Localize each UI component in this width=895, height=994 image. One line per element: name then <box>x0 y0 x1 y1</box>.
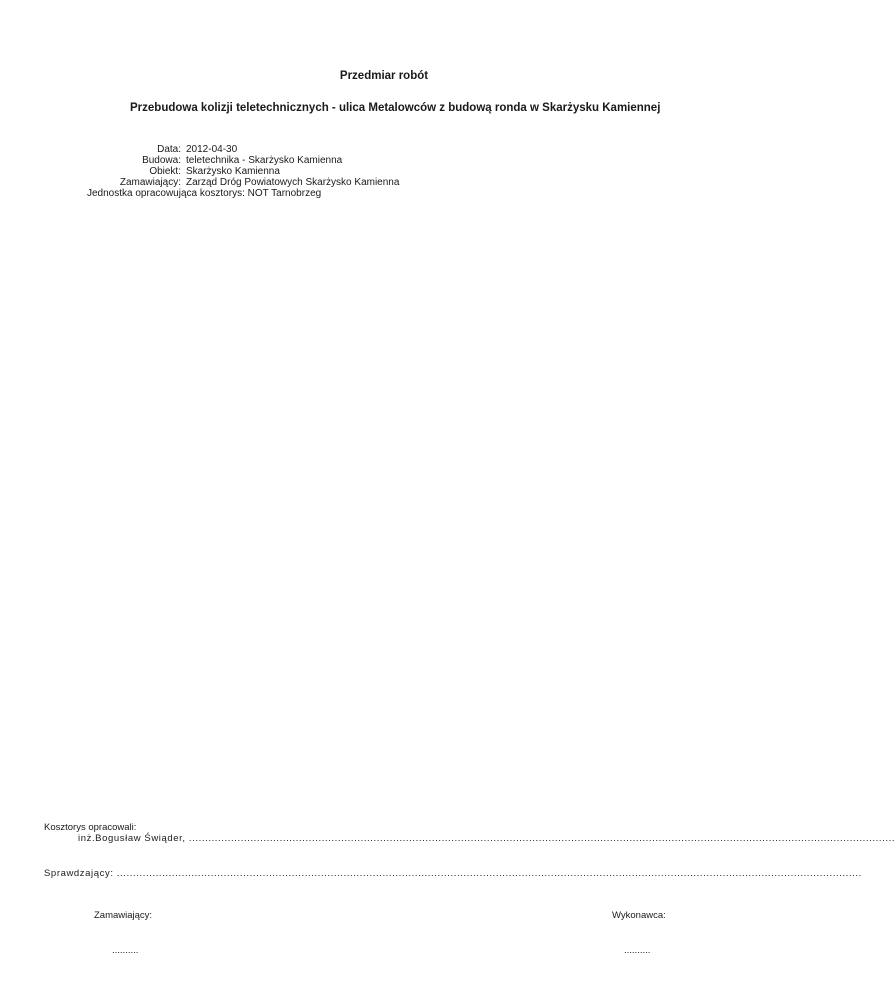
jednostka-text: Jednostka opracowująca kosztorys: NOT Tarnobrzeg <box>87 188 322 199</box>
zamawiajacy-value: Zarząd Dróg Powiatowych Skarżysko Kamienna <box>186 177 400 188</box>
date-value: 2012-04-30 <box>186 144 238 155</box>
obiekt-label: Obiekt: <box>149 166 181 177</box>
meta-row-obiekt <box>0 166 768 177</box>
meta-row-date <box>0 144 768 155</box>
budowa-value: teletechnika - Skarżysko Kamienna <box>186 155 343 166</box>
contractor-signature-dots: .......... <box>624 945 651 956</box>
client-signature-dots: .......... <box>112 945 139 956</box>
contractor-label: Wykonawca: <box>612 910 666 921</box>
document-subtitle: Przebudowa kolizji teletechnicznych - ulica Metalowców z budową ronda w Skarżysku Kamiennej <box>130 102 661 114</box>
obiekt-value: Skarżysko Kamienna <box>186 166 280 177</box>
meta-row-zamawiajacy <box>0 177 768 188</box>
prepared-label: Kosztorys opracowali: <box>44 822 137 833</box>
zamawiajacy-label: Zamawiający: <box>119 177 181 188</box>
date-label: Data: <box>157 144 181 155</box>
prepared-name-line: inż.Bogusław Świąder, .......................................................................................................................................................................................................................... <box>78 833 895 844</box>
document-title: Przedmiar robót <box>339 70 429 82</box>
checker-line: Sprawdzający: ...................................................................................................................................................................................................................................... <box>44 868 862 879</box>
meta-block <box>0 144 768 199</box>
budowa-label: Budowa: <box>142 155 181 166</box>
meta-row-budowa <box>0 155 768 166</box>
meta-row-jednostka <box>0 188 768 199</box>
client-label: Zamawiający: <box>94 910 153 921</box>
